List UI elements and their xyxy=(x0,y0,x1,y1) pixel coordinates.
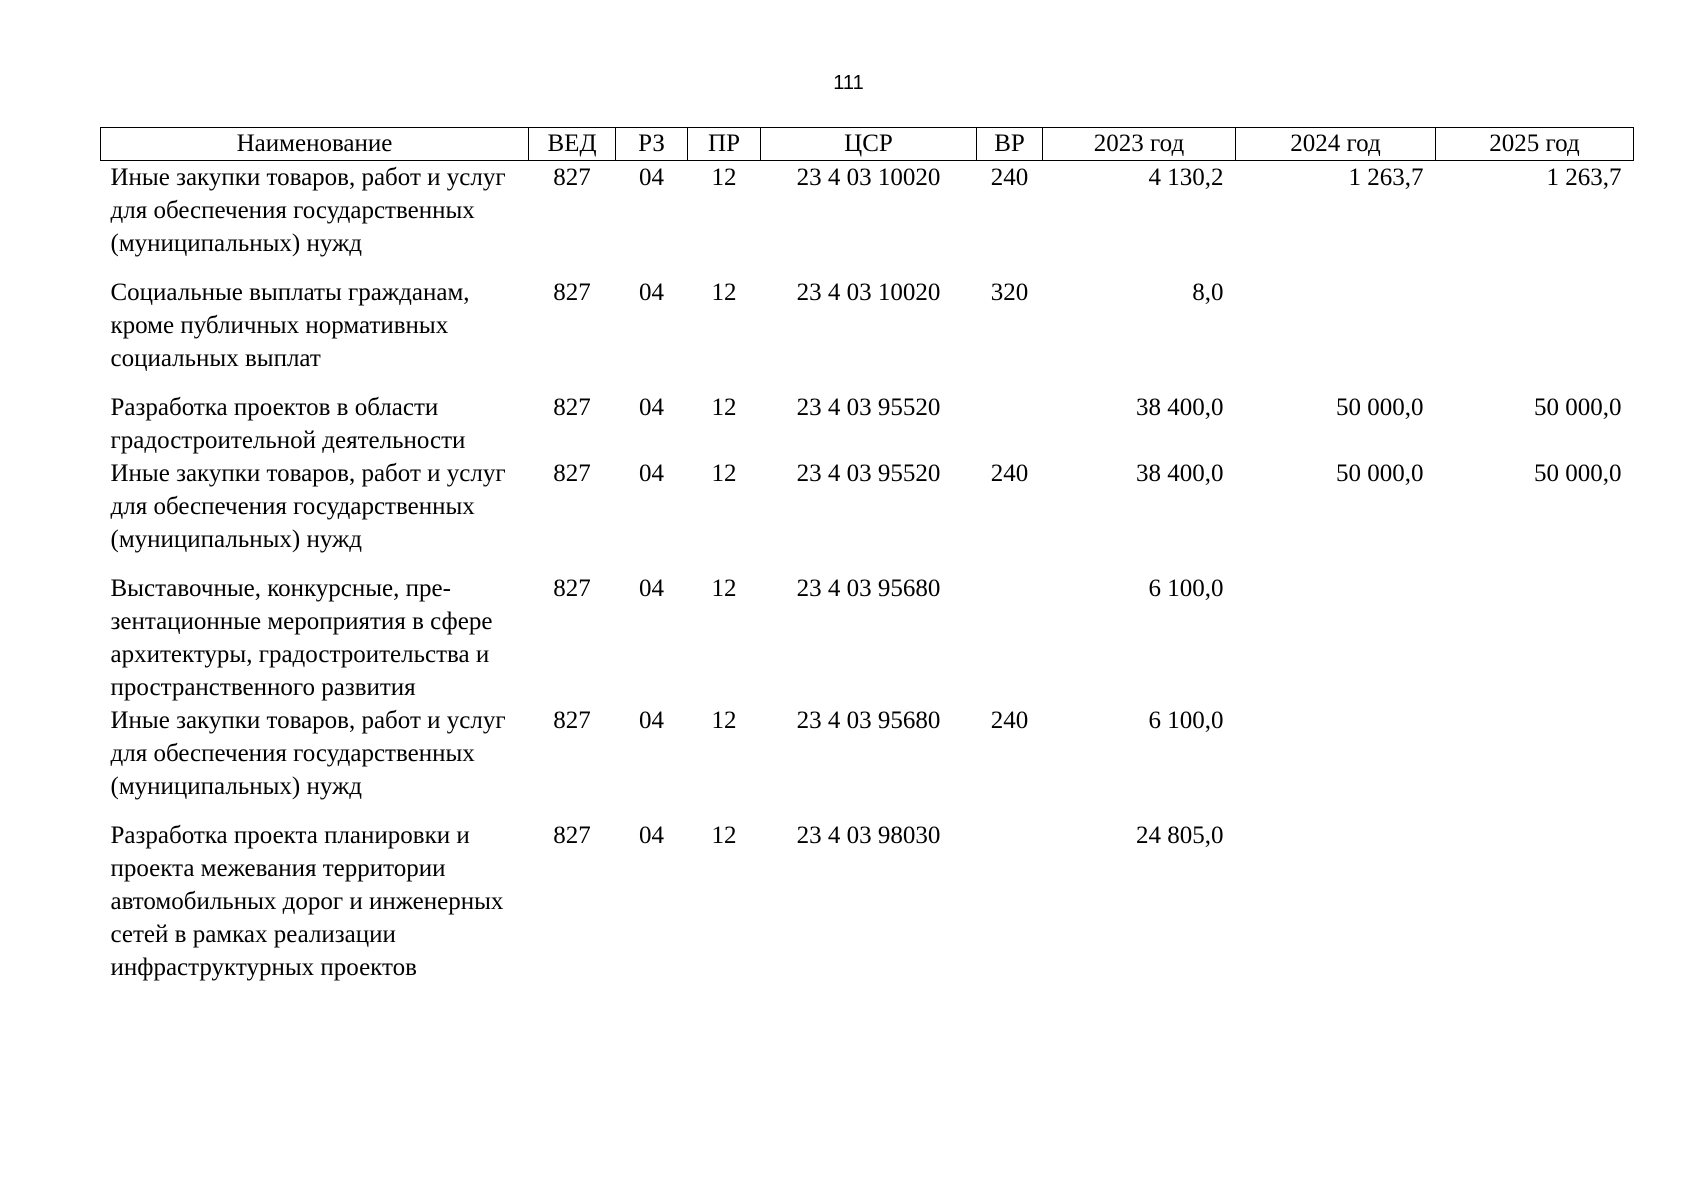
row-2024 xyxy=(1236,704,1436,819)
row-name: Разработка проектов в области градостроительной деятельности xyxy=(110,394,466,454)
row-vr: 240 xyxy=(990,164,1029,191)
row-2024: 1 263,7 xyxy=(1348,164,1424,191)
row-pr: 12 xyxy=(711,707,737,734)
row-2023: 6 100,0 xyxy=(1148,575,1224,602)
table-row xyxy=(101,704,1634,819)
row-name: Социальные выплаты гражданам, кроме публичных нормативных социальных выплат xyxy=(110,279,470,372)
row-pr: 12 xyxy=(711,575,737,602)
row-csr: 23 4 03 10020 xyxy=(796,164,941,191)
row-ved: 827 xyxy=(553,460,591,487)
row-2025 xyxy=(1436,276,1634,391)
row-2024 xyxy=(1236,819,1436,984)
header-2023: 2023 год xyxy=(1043,128,1236,161)
row-2023: 38 400,0 xyxy=(1136,460,1224,487)
row-pr: 12 xyxy=(711,394,737,421)
row-2023: 4 130,2 xyxy=(1148,164,1224,191)
row-pr: 12 xyxy=(711,279,737,306)
row-ved: 827 xyxy=(553,279,591,306)
row-ved: 827 xyxy=(553,394,591,421)
row-ved: 827 xyxy=(553,164,591,191)
row-rz: 04 xyxy=(639,707,664,734)
table-row xyxy=(101,276,1634,391)
row-vr xyxy=(977,391,1043,457)
row-name: Иные закупки товаров, работ и услуг для обеспечения государственных (муниципальных) нужд xyxy=(110,164,506,257)
row-name: Разработка проекта планировки и проекта межевания территории автомобильных дорог и инженерных сетей в рамках реализации инфраструктурных проектов xyxy=(110,822,504,981)
row-2025: 50 000,0 xyxy=(1534,394,1622,421)
header-csr: ЦСР xyxy=(761,128,977,161)
row-csr: 23 4 03 98030 xyxy=(796,822,941,849)
row-name: Выставочные, конкурсные, презентационные мероприятия в сфере архитектуры, градостроительства и пространственного развития xyxy=(110,575,493,701)
table-row xyxy=(101,391,1634,457)
row-2025: 1 263,7 xyxy=(1546,164,1622,191)
row-rz: 04 xyxy=(639,822,664,849)
row-csr: 23 4 03 10020 xyxy=(796,279,941,306)
row-rz: 04 xyxy=(639,460,664,487)
page-number: 111 xyxy=(833,72,864,94)
row-2025 xyxy=(1436,572,1634,704)
table-row xyxy=(101,457,1634,572)
row-rz: 04 xyxy=(639,279,664,306)
row-pr: 12 xyxy=(711,460,737,487)
row-2025 xyxy=(1436,704,1634,819)
row-2024 xyxy=(1236,276,1436,391)
row-ved: 827 xyxy=(553,822,591,849)
row-pr: 12 xyxy=(711,164,737,191)
row-vr: 240 xyxy=(990,460,1029,487)
header-row xyxy=(101,128,1634,161)
row-pr: 12 xyxy=(711,822,737,849)
header-rz: РЗ xyxy=(616,128,688,161)
row-rz: 04 xyxy=(639,164,664,191)
row-vr xyxy=(977,819,1043,984)
row-ved: 827 xyxy=(553,707,591,734)
header-pr: ПР xyxy=(688,128,761,161)
row-name: Иные закупки товаров, работ и услуг для обеспечения государственных (муниципальных) нужд xyxy=(110,460,506,553)
row-2025 xyxy=(1436,819,1634,984)
row-csr: 23 4 03 95520 xyxy=(796,394,941,421)
header-2024: 2024 год xyxy=(1236,128,1436,161)
header-ved: ВЕД xyxy=(529,128,616,161)
budget-table xyxy=(100,127,1634,984)
row-2025: 50 000,0 xyxy=(1534,460,1622,487)
row-rz: 04 xyxy=(639,575,664,602)
table-row xyxy=(101,161,1634,277)
row-csr: 23 4 03 95520 xyxy=(796,460,941,487)
row-csr: 23 4 03 95680 xyxy=(796,707,941,734)
row-vr: 240 xyxy=(990,707,1029,734)
header-2025: 2025 год xyxy=(1436,128,1634,161)
row-rz: 04 xyxy=(639,394,664,421)
row-vr: 320 xyxy=(990,279,1029,306)
row-csr: 23 4 03 95680 xyxy=(796,575,941,602)
row-2023: 6 100,0 xyxy=(1148,707,1224,734)
row-2023: 38 400,0 xyxy=(1136,394,1224,421)
row-2024: 50 000,0 xyxy=(1336,460,1424,487)
row-2024: 50 000,0 xyxy=(1336,394,1424,421)
row-name: Иные закупки товаров, работ и услуг для обеспечения государственных (муниципальных) нужд xyxy=(110,707,506,800)
table-row xyxy=(101,819,1634,984)
row-2024 xyxy=(1236,572,1436,704)
row-2023: 8,0 xyxy=(1192,279,1224,306)
table-row xyxy=(101,572,1634,704)
table-header xyxy=(101,128,1634,161)
row-ved: 827 xyxy=(553,575,591,602)
table-body xyxy=(101,161,1634,985)
row-2023: 24 805,0 xyxy=(1136,822,1224,849)
header-name: Наименование xyxy=(101,128,529,161)
header-vr: ВР xyxy=(977,128,1043,161)
row-vr xyxy=(977,572,1043,704)
